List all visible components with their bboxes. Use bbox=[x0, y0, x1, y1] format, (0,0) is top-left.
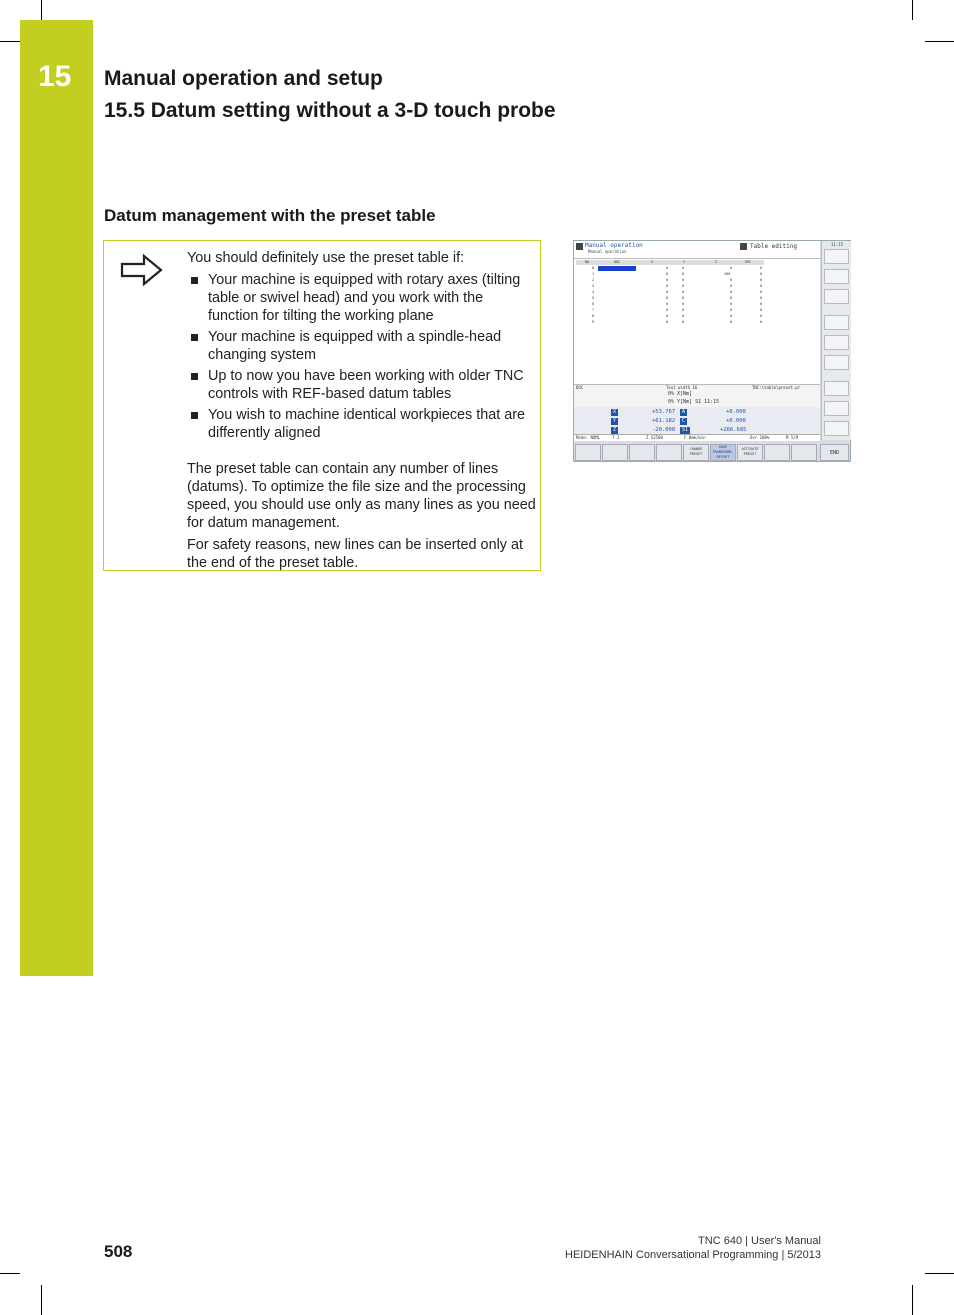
softkey-end[interactable]: END bbox=[820, 444, 849, 461]
table-row: 4 0 0 0 0 bbox=[592, 290, 763, 294]
side-button[interactable] bbox=[824, 401, 849, 416]
info-path: TNC:\table\preset.pr bbox=[752, 385, 801, 390]
section-title: 15.5 Datum setting without a 3-D touch probe bbox=[104, 99, 556, 122]
table-row: 6 0 0 0 0 bbox=[592, 302, 763, 306]
list-item: Your machine is equipped with a spindle-head changing system bbox=[187, 328, 537, 364]
clock: 11:15 bbox=[831, 242, 844, 247]
softkey[interactable] bbox=[575, 444, 601, 461]
softkey[interactable] bbox=[602, 444, 628, 461]
side-button[interactable] bbox=[824, 421, 849, 436]
table-header: SPC bbox=[732, 260, 764, 265]
table-header: Z bbox=[700, 260, 732, 265]
list-item: Your machine is equipped with rotary axes (tilting table or swivel head) and you work with the function for tilting the working plane bbox=[187, 271, 537, 325]
softkey-change-preset[interactable]: CHANGE PRESET bbox=[683, 444, 709, 461]
table-header: DOC bbox=[598, 260, 636, 265]
axis-value: +61.182 bbox=[652, 418, 676, 424]
edit-icon bbox=[740, 243, 747, 250]
screen-editing-mode: Table editing bbox=[750, 243, 797, 250]
crop-mark bbox=[41, 1285, 42, 1315]
table-header: NO bbox=[576, 260, 598, 265]
tnc-screenshot bbox=[573, 240, 851, 462]
axis-label: C bbox=[681, 418, 685, 424]
side-button[interactable] bbox=[824, 289, 849, 304]
crop-mark bbox=[912, 1285, 913, 1315]
note-bullet-list bbox=[187, 271, 537, 442]
softkey-activate-preset[interactable]: ACTIVATE PRESET bbox=[737, 444, 763, 461]
subheading: Datum management with the preset table bbox=[104, 206, 436, 225]
page-number: 508 bbox=[104, 1242, 133, 1261]
softkey-bar bbox=[574, 444, 850, 461]
note-text bbox=[187, 249, 537, 572]
table-row: 2 0 0 0 0 bbox=[592, 278, 763, 282]
crop-mark bbox=[41, 0, 42, 20]
info-text-width: Text width 16 bbox=[666, 385, 698, 390]
preset-table bbox=[574, 259, 820, 384]
table-row: 7 0 0 0 0 bbox=[592, 308, 763, 312]
axis-value: +266.685 bbox=[720, 427, 747, 433]
screen-submode: Manual operation bbox=[588, 249, 627, 254]
crop-mark bbox=[925, 1273, 954, 1274]
note-paragraph: The preset table can contain any number of lines (datums). To optimize the file size and the processing speed, you should use only as many lines as you need for datum management. bbox=[187, 461, 536, 531]
axis-label: S1 bbox=[681, 427, 689, 433]
table-header: X bbox=[636, 260, 668, 265]
table-row: 0 0 0 0 0 bbox=[592, 266, 763, 270]
list-item: You wish to machine identical workpieces that are differently aligned bbox=[187, 406, 537, 442]
axis-value: +0.000 bbox=[726, 409, 746, 415]
side-button[interactable] bbox=[824, 315, 849, 330]
axis-label: X bbox=[612, 409, 616, 415]
table-header: Y bbox=[668, 260, 700, 265]
axis-value: +0.000 bbox=[726, 418, 746, 424]
crop-mark bbox=[0, 1273, 20, 1274]
info-label: DOC bbox=[576, 385, 584, 390]
table-row: 9 0 0 0 0 bbox=[592, 320, 763, 324]
axis-label: Y bbox=[612, 418, 616, 424]
crop-mark bbox=[912, 0, 913, 20]
note-box bbox=[103, 240, 541, 571]
softkey[interactable] bbox=[656, 444, 682, 461]
screen-header bbox=[574, 241, 820, 259]
mode-icon bbox=[576, 243, 583, 250]
softkey-save-transform-offset[interactable]: SAVE TRANSFORM. OFFSET bbox=[710, 444, 736, 461]
footer-publication: HEIDENHAIN Conversational Programming | 5/2013 bbox=[565, 1249, 821, 1261]
override-y: 0% Y[Nm] S1 11:15 bbox=[668, 399, 720, 405]
softkey[interactable] bbox=[629, 444, 655, 461]
note-intro: You should definitely use the preset table if: bbox=[187, 250, 465, 266]
axis-label: A bbox=[681, 409, 685, 415]
table-row: 1 0 0 200 0 bbox=[592, 272, 763, 276]
footer-manual-title: TNC 640 | User's Manual bbox=[698, 1235, 821, 1247]
table-row: 5 0 0 0 0 bbox=[592, 296, 763, 300]
crop-mark bbox=[0, 41, 20, 42]
side-button[interactable] bbox=[824, 249, 849, 264]
note-paragraph: For safety reasons, new lines can be inserted only at the end of the preset table. bbox=[187, 537, 523, 571]
chapter-number: 15 bbox=[38, 60, 72, 93]
side-button[interactable] bbox=[824, 269, 849, 284]
softkey[interactable] bbox=[764, 444, 790, 461]
softkey[interactable] bbox=[791, 444, 817, 461]
table-row: 8 0 0 0 0 bbox=[592, 314, 763, 318]
side-button[interactable] bbox=[824, 381, 849, 396]
axis-label: Z bbox=[612, 427, 616, 433]
crop-mark bbox=[925, 41, 954, 42]
status-bar: Mode: NOML T 1 Z S2500 F 0mm/min Ovr 100% M 5/9 bbox=[574, 434, 820, 441]
list-item: Up to now you have been working with older TNC controls with REF-based datum tables bbox=[187, 367, 537, 403]
arrow-right-icon bbox=[118, 253, 164, 287]
override-x: 0% X[Nm] bbox=[668, 391, 693, 397]
table-row: 3 0 0 0 0 bbox=[592, 284, 763, 288]
screen-mode: Manual operation bbox=[585, 242, 643, 249]
screen-info-bar bbox=[574, 384, 820, 408]
chapter-title: Manual operation and setup bbox=[104, 67, 383, 90]
chapter-sidebar bbox=[20, 20, 93, 976]
axis-value: +53.767 bbox=[652, 409, 676, 415]
screen-side-panel bbox=[821, 241, 851, 440]
axis-value: -20.000 bbox=[652, 427, 676, 433]
side-button[interactable] bbox=[824, 355, 849, 370]
side-button[interactable] bbox=[824, 335, 849, 350]
